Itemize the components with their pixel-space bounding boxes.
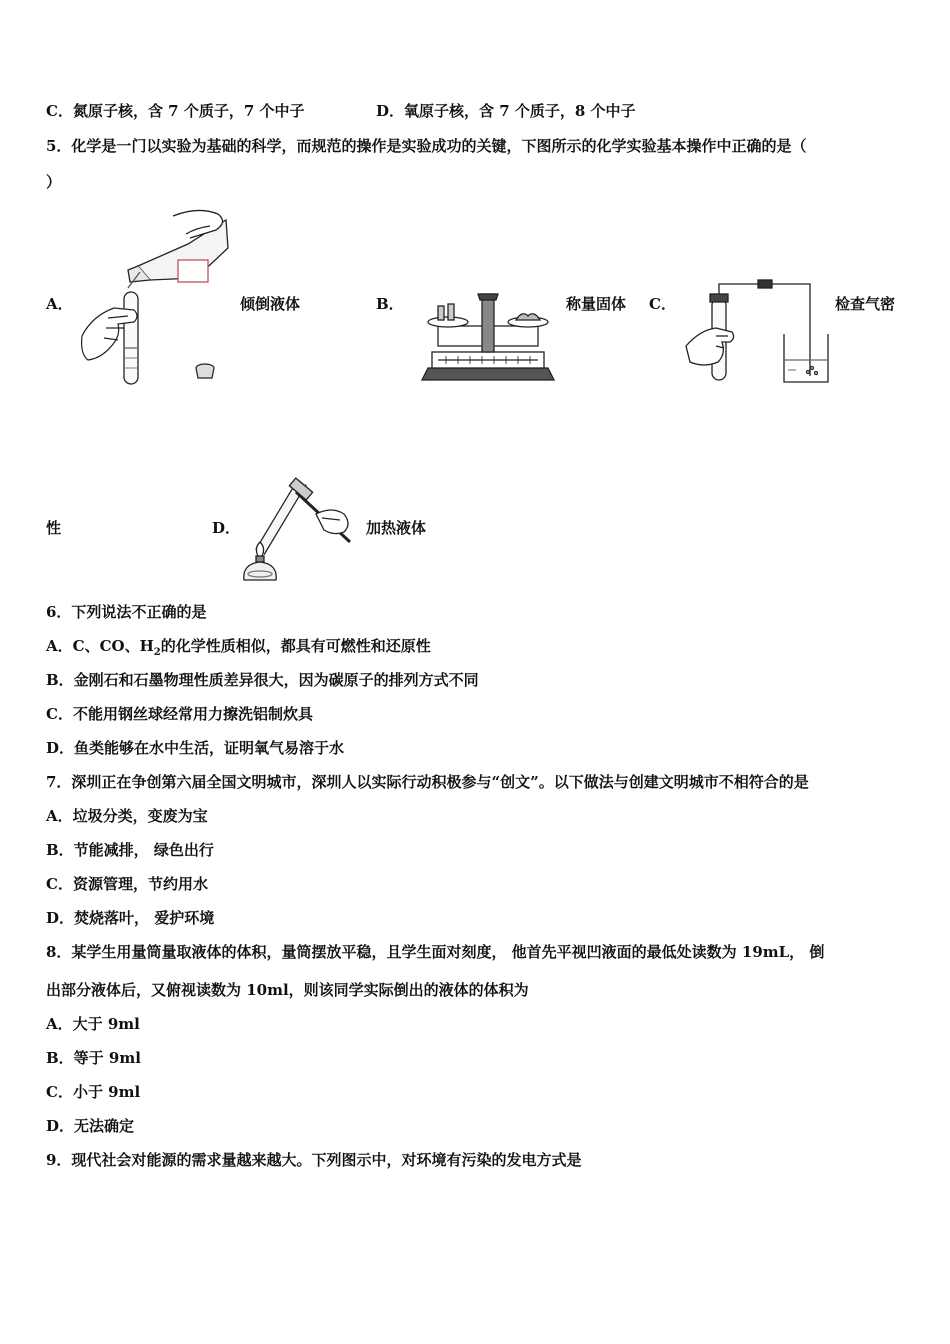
q8-stem-line2: 出部分液体后，又俯视读数为 10ml，则该同学实际倒出的液体的体积为: [46, 981, 529, 999]
q5-option-b-letter: B．: [376, 295, 404, 313]
q9-stem: 9．现代社会对能源的需求量越来越大。下列图示中，对环境有污染的发电方式是: [46, 1151, 582, 1169]
q5-option-d-text: 加热液体: [366, 519, 427, 537]
balance-scale-illustration: [418, 290, 558, 382]
q6-option-a-suffix: 的化学性质相似，都具有可燃性和还原性: [160, 637, 431, 655]
q5-stem-line2: ）: [46, 173, 62, 191]
q5-stem-line1: 5．化学是一门以实验为基础的科学，而规范的操作是实验成功的关键，下图所示的化学实验基本操作中正确的是（: [46, 137, 807, 155]
q6-stem: 6．下列说法不正确的是: [46, 603, 207, 621]
q4-option-c: C．氮原子核，含 7 个质子，7 个中子: [46, 102, 305, 120]
q7-option-c: C．资源管理，节约用水: [46, 875, 208, 893]
q5-option-a-letter: A．: [46, 295, 73, 313]
q7-option-d: D．焚烧落叶， 爱护环境: [46, 909, 215, 927]
q5-option-b-text: 称量固体: [566, 295, 627, 313]
airtightness-check-illustration: [682, 276, 832, 386]
q5-option-d-letter: D．: [212, 519, 241, 537]
q6-option-a: [46, 636, 431, 656]
q6-option-c: C．不能用钢丝球经常用力擦洗铝制炊具: [46, 705, 313, 723]
q4-option-d: D．氧原子核，含 7 个质子，8 个中子: [376, 102, 636, 120]
q5-option-c-text-part2: 性: [46, 519, 62, 537]
q6-option-a-subscript: 2: [153, 647, 161, 658]
q7-option-b: B．节能减排， 绿色出行: [46, 841, 214, 859]
q6-option-d: D．鱼类能够在水中生活，证明氧气易溶于水: [46, 739, 345, 757]
q8-option-c: C．小于 9ml: [46, 1083, 141, 1101]
heating-liquid-illustration: [240, 470, 360, 585]
q7-option-a: A．垃圾分类，变废为宝: [46, 807, 208, 825]
q6-option-a-prefix: A．C、CO、H: [46, 637, 154, 655]
q8-option-b: B．等于 9ml: [46, 1049, 141, 1067]
pouring-liquid-illustration: [78, 208, 233, 390]
q8-option-d: D．无法确定: [46, 1117, 135, 1135]
q6-option-b: B．金刚石和石墨物理性质差异很大，因为碳原子的排列方式不同: [46, 671, 479, 689]
q5-option-a-text: 倾倒液体: [240, 295, 301, 313]
q7-stem: 7．深圳正在争创第六届全国文明城市，深圳人以实际行动积极参与“创文”。以下做法与创建文明城市不相符合的是: [46, 773, 809, 791]
q5-option-c-text-part1: 检查气密: [835, 295, 896, 313]
q5-option-c-letter: C．: [649, 295, 676, 313]
q8-option-a: A．大于 9ml: [46, 1015, 140, 1033]
q8-stem-line1: 8．某学生用量筒量取液体的体积，量筒摆放平稳，且学生面对刻度， 他首先平视凹液面的最低处读数为 19mL， 倒: [46, 943, 825, 961]
